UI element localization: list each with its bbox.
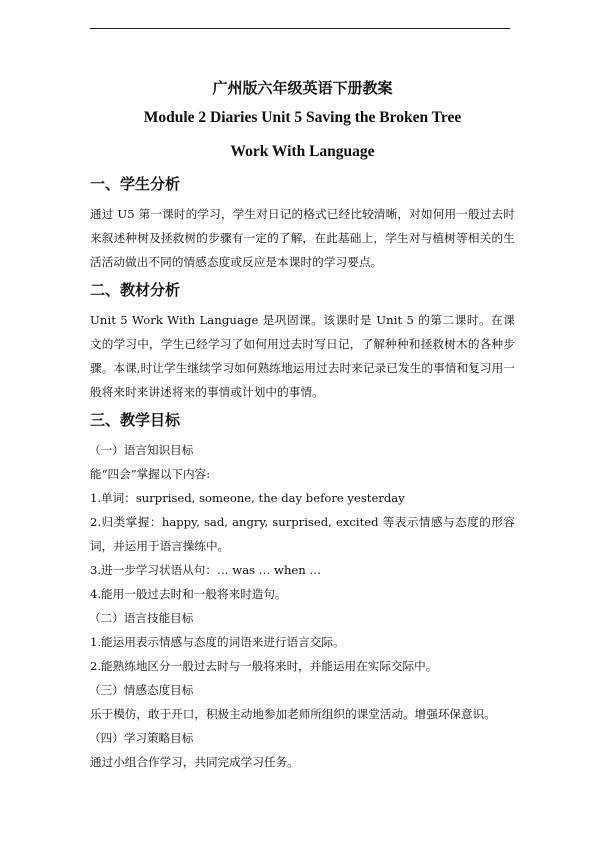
section-heading-teaching-goals: 三、教学目标 — [90, 411, 181, 429]
subheading-language-skills: （二）语言技能目标 — [89, 611, 194, 625]
section-heading-material-analysis: 二、教材分析 — [90, 281, 181, 299]
skill-item-1: 1.能运用表示情感与态度的词语来进行语言交际。 — [90, 635, 345, 649]
goal-item-adjectives: 2.归类掌握：happy, sad, angry, surprised, excited 等表示情感与态度的形容词，并运用于语言操练中。 — [90, 515, 515, 553]
subheading-learning-strategy: （四）学习策略目标 — [89, 731, 194, 745]
skill-item-2: 2.能熟练地区分一般过去时与一般将来时，并能运用在实际交际中。 — [90, 659, 438, 673]
document-page — [90, 78, 515, 774]
goal-item-clauses: 3.进一步学习状语从句：… was … when … — [90, 563, 322, 577]
student-analysis-paragraph: 通过 U5 第一课时的学习，学生对日记的格式已经比较清晰，对如何用一般过去时来叙述种树及拯救树的步骤有一定的了解，在此基础上，学生对与植树等相关的生活活动做出不同的情感态度或反应是本课时的学习要点。 — [90, 207, 515, 269]
material-analysis-paragraph: Unit 5 Work With Language 是巩固课。该课时是 Unit 5 的第二课时。在课文的学习中，学生已经学习了如何用过去时写日记，了解种种和拯救树木的各种步骤。本课,时让学生继续学习如何熟练地运用过去时来记录已发生的事情和复习用一般将来时来讲述将来的事情或计划中的事情。 — [90, 313, 515, 399]
subheading-emotional-attitude: （三）情感态度目标 — [89, 683, 194, 697]
strategy-goal: 通过小组合作学习，共同完成学习任务。 — [90, 755, 299, 769]
document-title: 广州版六年级英语下册教案 — [212, 79, 393, 97]
lesson-title: Work With Language — [230, 143, 375, 160]
section-heading-student-analysis: 一、学生分析 — [90, 175, 181, 193]
goals-intro: 能“四会”掌握以下内容: — [90, 467, 211, 481]
subheading-language-knowledge: （一）语言知识目标 — [89, 443, 194, 457]
goal-item-words: 1.单词：surprised, someone, the day before yesterday — [90, 491, 405, 505]
header-rule — [90, 28, 510, 29]
module-title: Module 2 Diaries Unit 5 Saving the Broken Tree — [143, 109, 462, 126]
goal-item-tenses: 4.能用一般过去时和一般将来时造句。 — [90, 587, 287, 601]
emotion-goal: 乐于模仿，敢于开口，积极主动地参加老师所组织的课堂活动。增强环保意识。 — [90, 707, 496, 721]
